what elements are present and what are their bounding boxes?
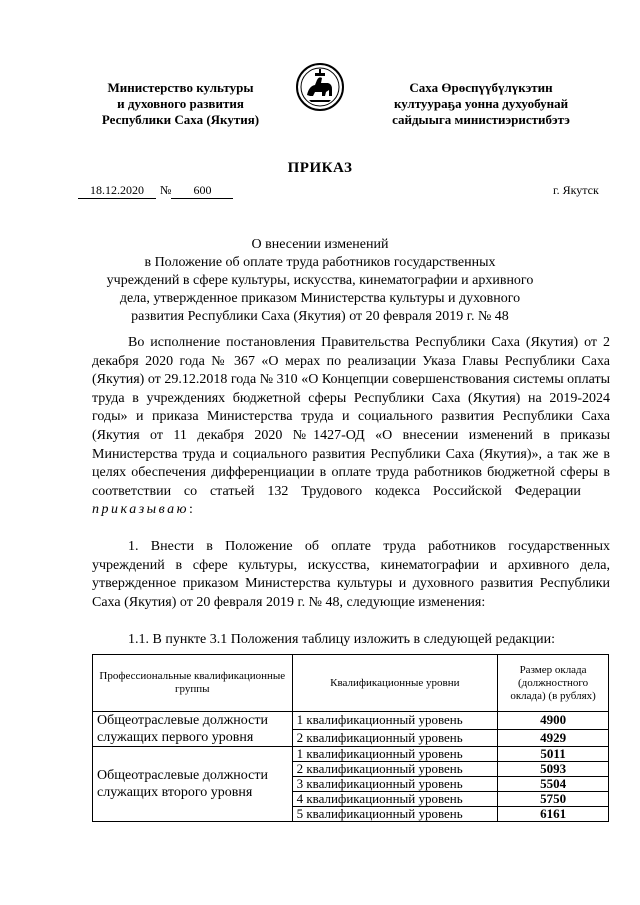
- subject-line: учреждений в сфере культуры, искусства, кинематографии и архивного: [106, 273, 534, 288]
- table-row: [93, 712, 609, 730]
- subject-line: О внесении изменений: [251, 237, 389, 252]
- subject-line: дела, утвержденное приказом Министерства культуры и духовного: [119, 291, 521, 306]
- salary-cell: 4900: [498, 712, 609, 730]
- group-name: Общеотраслевые должности служащих второго уровня: [93, 747, 293, 822]
- subject-line: в Положение об оплате труда работников государственных: [144, 255, 496, 270]
- header-salary: Размер оклада (должностного оклада) (в рублях): [498, 655, 609, 712]
- item-1-1-paragraph: 1.1. В пункте 3.1 Положения таблицу изложить в следующей редакции:: [128, 632, 555, 647]
- salary-cell: 5011: [498, 747, 609, 762]
- ministry-name-line: сайдыыга министиэристибэтэ: [392, 112, 570, 127]
- ministry-name-line: Саха Өрөспүүбүлүкэтин: [409, 80, 553, 95]
- table-header-row: [93, 655, 609, 712]
- header-levels: Квалификационные уровни: [292, 655, 498, 712]
- ministry-name-line: Министерство культуры: [107, 80, 254, 95]
- order-word: приказываю: [92, 502, 189, 518]
- order-colon: :: [189, 502, 193, 518]
- level-cell: 2 квалификационный уровень: [292, 762, 498, 777]
- ministry-name-russian: [88, 80, 273, 128]
- order-number: 600: [171, 183, 233, 199]
- ministry-name-line: Республики Саха (Якутия): [101, 112, 260, 127]
- salary-table: [92, 654, 609, 822]
- salary-cell: 5093: [498, 762, 609, 777]
- order-meta: [78, 183, 233, 199]
- order-subject: [100, 236, 540, 326]
- level-cell: 3 квалификационный уровень: [292, 777, 498, 792]
- subject-line: развития Республики Саха (Якутия) от 20 февраля 2019 г. № 48: [131, 309, 509, 324]
- number-sign: №: [160, 183, 172, 197]
- ministry-name-yakut: [372, 80, 590, 128]
- ministry-name-line: култуураҕа уонна духуобунай: [393, 96, 569, 111]
- level-cell: 1 квалификационный уровень: [292, 712, 498, 730]
- preamble-paragraph: [92, 334, 610, 520]
- table-row: [93, 747, 609, 762]
- document-title: ПРИКАЗ: [287, 160, 353, 176]
- preamble-text: Во исполнение постановления Правительства Республики Саха (Якутия) от 2 декабря 2020 года № 367 «О мерах по реализации Указа Главы Республики Саха (Якутия) от 29.12.2018 года № 310 «О Концепции совершенствования системы оплаты труда в учреждениях бюджетной сферы Республики Саха (Якутия) на 2019-2024 годы» и приказа Министерства труда и социального развития Республики Саха (Якутия от 11 декабря 2020 №1427-ОД «О внесении изменений в приказы Министерства труда и социального развития Республики Саха (Якутия)», а так же в целях обеспечения дифференциации в оплате труда работников бюджетной сферы в соответствии со статьей 132 Трудового кодекса Российской Федерации: [92, 335, 610, 499]
- level-cell: 4 квалификационный уровень: [292, 792, 498, 807]
- level-cell: 5 квалификационный уровень: [292, 807, 498, 822]
- salary-cell: 5504: [498, 777, 609, 792]
- level-cell: 2 квалификационный уровень: [292, 729, 498, 747]
- order-date: 18.12.2020: [78, 183, 156, 199]
- level-cell: 1 квалификационный уровень: [292, 747, 498, 762]
- order-city: г. Якутск: [553, 183, 599, 197]
- salary-cell: 4929: [498, 729, 609, 747]
- coat-of-arms-emblem: [295, 62, 345, 112]
- item-1-paragraph: 1. Внести в Положение об оплате труда работников государственных учреждений в сфере культуры, искусства, кинематографии и архивного дела, утвержденное приказом Министерства культуры и духовного развития Республики Саха (Якутия) от 20 февраля 2019 г. № 48, следующие изменения:: [92, 539, 610, 610]
- ministry-name-line: и духовного развития: [117, 96, 244, 111]
- header-groups: Профессиональные квалификационные группы: [93, 655, 293, 712]
- salary-cell: 6161: [498, 807, 609, 822]
- salary-cell: 5750: [498, 792, 609, 807]
- group-name: Общеотраслевые должности служащих первого уровня: [93, 712, 293, 747]
